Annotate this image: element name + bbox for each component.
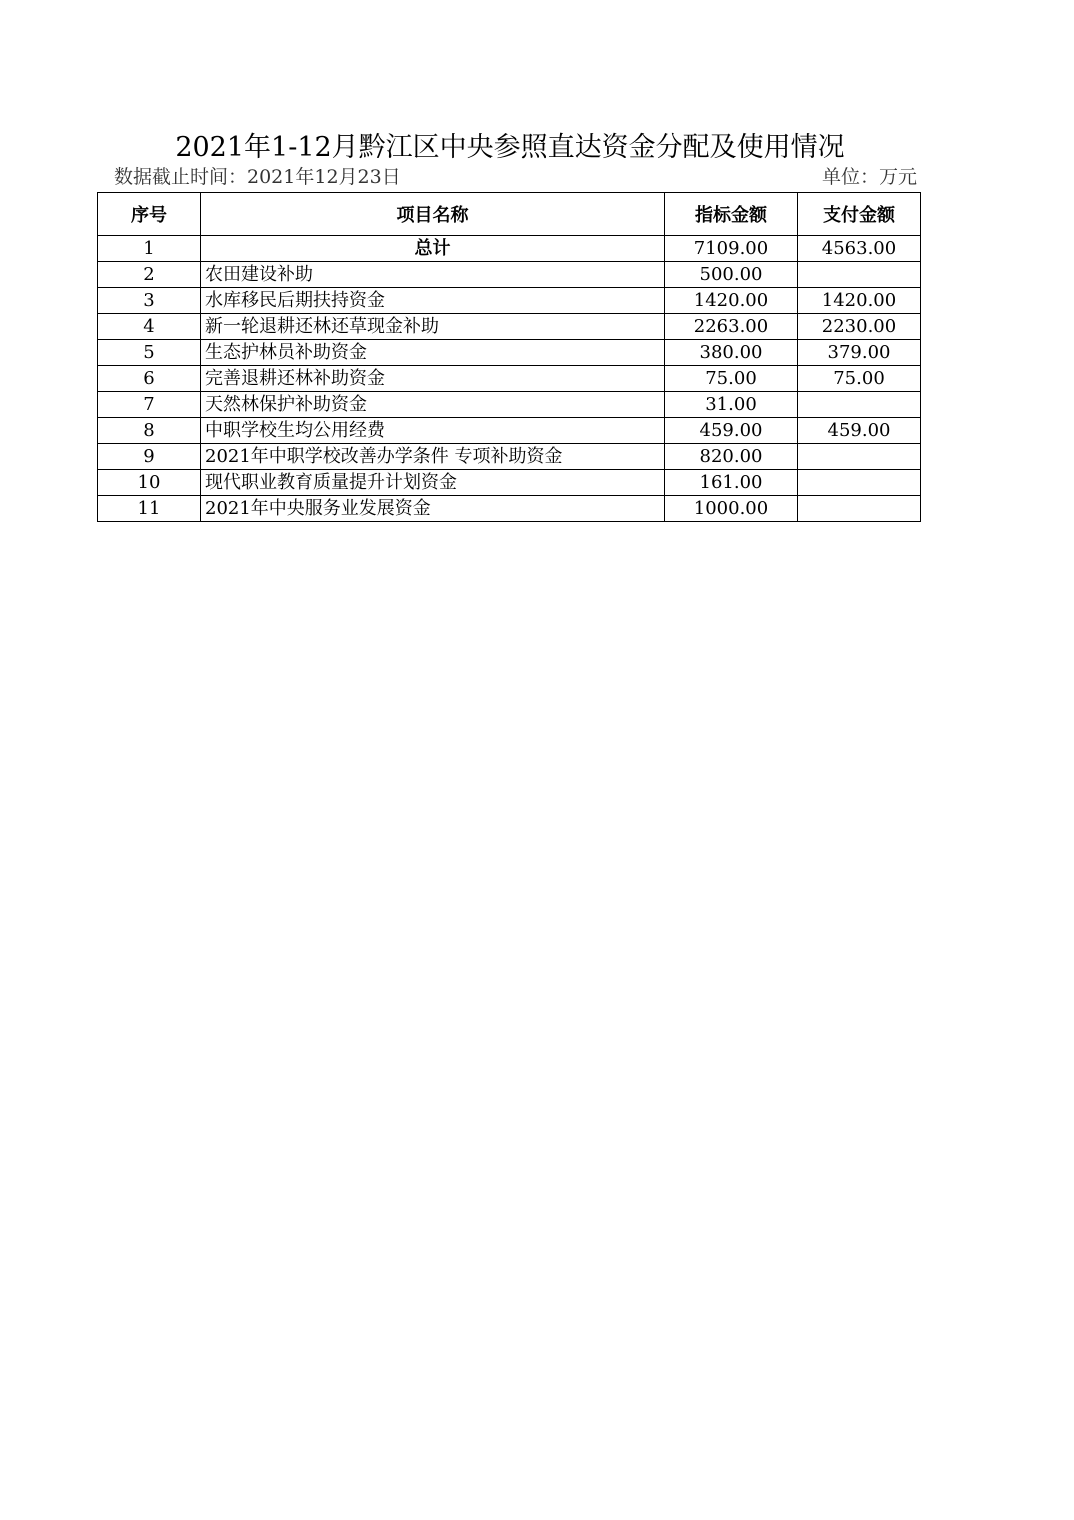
- row-allocated-amount: 380.00: [665, 340, 798, 366]
- row-paid-amount: 1420.00: [798, 288, 921, 314]
- row-allocated-amount: 7109.00: [665, 236, 798, 262]
- data-cutoff-date: 数据截止时间：2021年12月23日: [114, 166, 401, 188]
- row-paid-amount: [798, 496, 921, 522]
- row-paid-amount: [798, 262, 921, 288]
- row-paid-amount: [798, 444, 921, 470]
- row-seq: 9: [98, 444, 201, 470]
- row-project-name: 中职学校生均公用经费: [201, 418, 665, 444]
- row-project-name: 农田建设补助: [201, 262, 665, 288]
- row-allocated-amount: 1420.00: [665, 288, 798, 314]
- row-project-name: 2021年中职学校改善办学条件 专项补助资金: [201, 444, 665, 470]
- table-header-row: [98, 193, 921, 236]
- table-row: [98, 340, 921, 366]
- row-project-name: 新一轮退耕还林还草现金补助: [201, 314, 665, 340]
- row-project-name: 水库移民后期扶持资金: [201, 288, 665, 314]
- row-paid-amount: [798, 470, 921, 496]
- row-allocated-amount: 2263.00: [665, 314, 798, 340]
- header-paid-amount: 支付金额: [798, 193, 921, 236]
- row-seq: 6: [98, 366, 201, 392]
- unit-label: 单位：万元: [821, 166, 917, 188]
- header-project-name: 项目名称: [201, 193, 665, 236]
- table-row: [98, 392, 921, 418]
- table-row: [98, 470, 921, 496]
- table-row: [98, 444, 921, 470]
- row-seq: 3: [98, 288, 201, 314]
- row-paid-amount: 379.00: [798, 340, 921, 366]
- row-project-name: 现代职业教育质量提升计划资金: [201, 470, 665, 496]
- row-allocated-amount: 161.00: [665, 470, 798, 496]
- table-row: [98, 418, 921, 444]
- row-allocated-amount: 500.00: [665, 262, 798, 288]
- header-seq: 序号: [98, 193, 201, 236]
- row-allocated-amount: 820.00: [665, 444, 798, 470]
- row-project-name: 生态护林员补助资金: [201, 340, 665, 366]
- row-seq: 11: [98, 496, 201, 522]
- row-project-name: 2021年中央服务业发展资金: [201, 496, 665, 522]
- row-project-name: 天然林保护补助资金: [201, 392, 665, 418]
- fund-allocation-table: [97, 192, 921, 522]
- row-seq: 8: [98, 418, 201, 444]
- row-seq: 5: [98, 340, 201, 366]
- table-row-total: [98, 236, 921, 262]
- row-allocated-amount: 31.00: [665, 392, 798, 418]
- table-row: [98, 366, 921, 392]
- row-seq: 1: [98, 236, 201, 262]
- row-allocated-amount: 1000.00: [665, 496, 798, 522]
- row-seq: 4: [98, 314, 201, 340]
- header-allocated-amount: 指标金额: [665, 193, 798, 236]
- page-title: 2021年1-12月黔江区中央参照直达资金分配及使用情况: [175, 132, 845, 163]
- row-paid-amount: 4563.00: [798, 236, 921, 262]
- row-allocated-amount: 75.00: [665, 366, 798, 392]
- row-seq: 10: [98, 470, 201, 496]
- row-project-name: 完善退耕还林补助资金: [201, 366, 665, 392]
- row-paid-amount: 2230.00: [798, 314, 921, 340]
- row-project-name: 总计: [201, 236, 665, 262]
- row-seq: 7: [98, 392, 201, 418]
- table-row: [98, 262, 921, 288]
- table-row: [98, 314, 921, 340]
- table-row: [98, 288, 921, 314]
- row-paid-amount: [798, 392, 921, 418]
- table-row: [98, 496, 921, 522]
- row-paid-amount: 75.00: [798, 366, 921, 392]
- row-seq: 2: [98, 262, 201, 288]
- row-allocated-amount: 459.00: [665, 418, 798, 444]
- row-paid-amount: 459.00: [798, 418, 921, 444]
